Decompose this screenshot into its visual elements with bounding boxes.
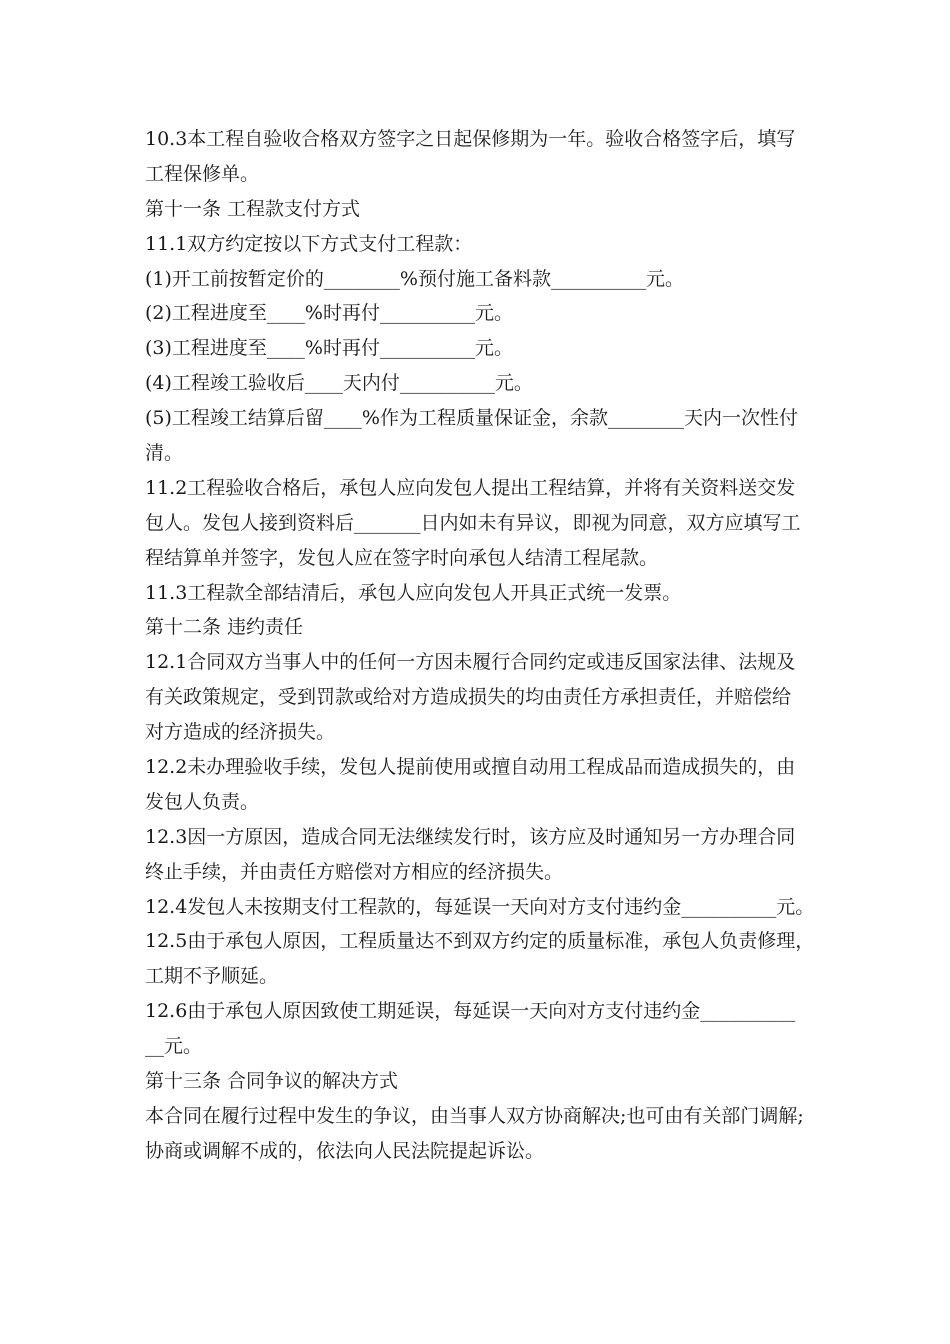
- text-line: 12.1合同双方当事人中的任何一方因未履行合同约定或违反国家法律、法规及: [145, 651, 796, 674]
- text-line: 发包人负责。: [145, 790, 260, 813]
- text-line: 工程保修单。: [145, 162, 260, 185]
- text-line: 11.2工程验收合格后，承包人应向发包人提出工程结算，并将有关资料送交发: [145, 476, 796, 499]
- text-line: 12.2未办理验收手续，发包人提前使用或擅自动用工程成品而造成损失的，由: [145, 756, 796, 779]
- text-line: 11.3工程款全部结清后，承包人应向发包人开具正式统一发票。: [145, 581, 682, 604]
- document-page: [145, 122, 825, 1169]
- text-line: 协商或调解不成的，依法向人民法院提起诉讼。: [145, 1139, 545, 1162]
- text-line: 终止手续，并由责任方赔偿对方相应的经济损失。: [145, 860, 564, 883]
- text-line: 清。: [145, 442, 184, 465]
- text-line: (4)工程竣工验收后____天内付__________元。: [145, 372, 533, 395]
- text-line: 包人。发包人接到资料后_______日内如未有异议，即视为同意，双方应填写工: [145, 511, 801, 534]
- text-line: (3)工程进度至____%时再付__________元。: [145, 337, 513, 360]
- text-line: 本合同在履行过程中发生的争议，由当事人双方协商解决;也可由有关部门调解;: [145, 1104, 804, 1127]
- text-line: 11.1双方约定按以下方式支付工程款：: [145, 232, 473, 255]
- text-line: 有关政策规定，受到罚款或给对方造成损失的均由责任方承担责任，并赔偿给: [145, 686, 792, 709]
- text-line: 12.4发包人未按期支付工程款的，每延误一天向对方支付违约金__________元。: [145, 895, 815, 918]
- section-heading: 第十一条 工程款支付方式: [145, 197, 361, 220]
- section-heading: 第十二条 违约责任: [145, 616, 304, 639]
- text-line: (2)工程进度至____%时再付__________元。: [145, 302, 513, 325]
- text-line: 12.6由于承包人原因致使工期延误，每延误一天向对方支付违约金__________: [145, 1000, 796, 1023]
- section-heading: 第十三条 合同争议的解决方式: [145, 1070, 399, 1093]
- text-line: 程结算单并签字，发包人应在签字时向承包人结清工程尾款。: [145, 546, 659, 569]
- text-line: 12.3因一方原因，造成合同无法继续发行时，该方应及时通知另一方办理合同: [145, 825, 796, 848]
- text-line: 12.5由于承包人原因，工程质量达不到双方约定的质量标准，承包人负责修理，: [145, 930, 815, 953]
- text-line: (5)工程竣工结算后留____%作为工程质量保证金，余款________天内一次性付: [145, 407, 798, 430]
- text-line: 10.3本工程自验收合格双方签字之日起保修期为一年。验收合格签字后，填写: [145, 128, 796, 150]
- text-line: 工期不予顺延。: [145, 965, 279, 988]
- text-line: (1)开工前按暂定价的________%预付施工备料款__________元。: [145, 267, 684, 290]
- text-line: 对方造成的经济损失。: [145, 721, 336, 744]
- text-line: __元。: [145, 1035, 203, 1058]
